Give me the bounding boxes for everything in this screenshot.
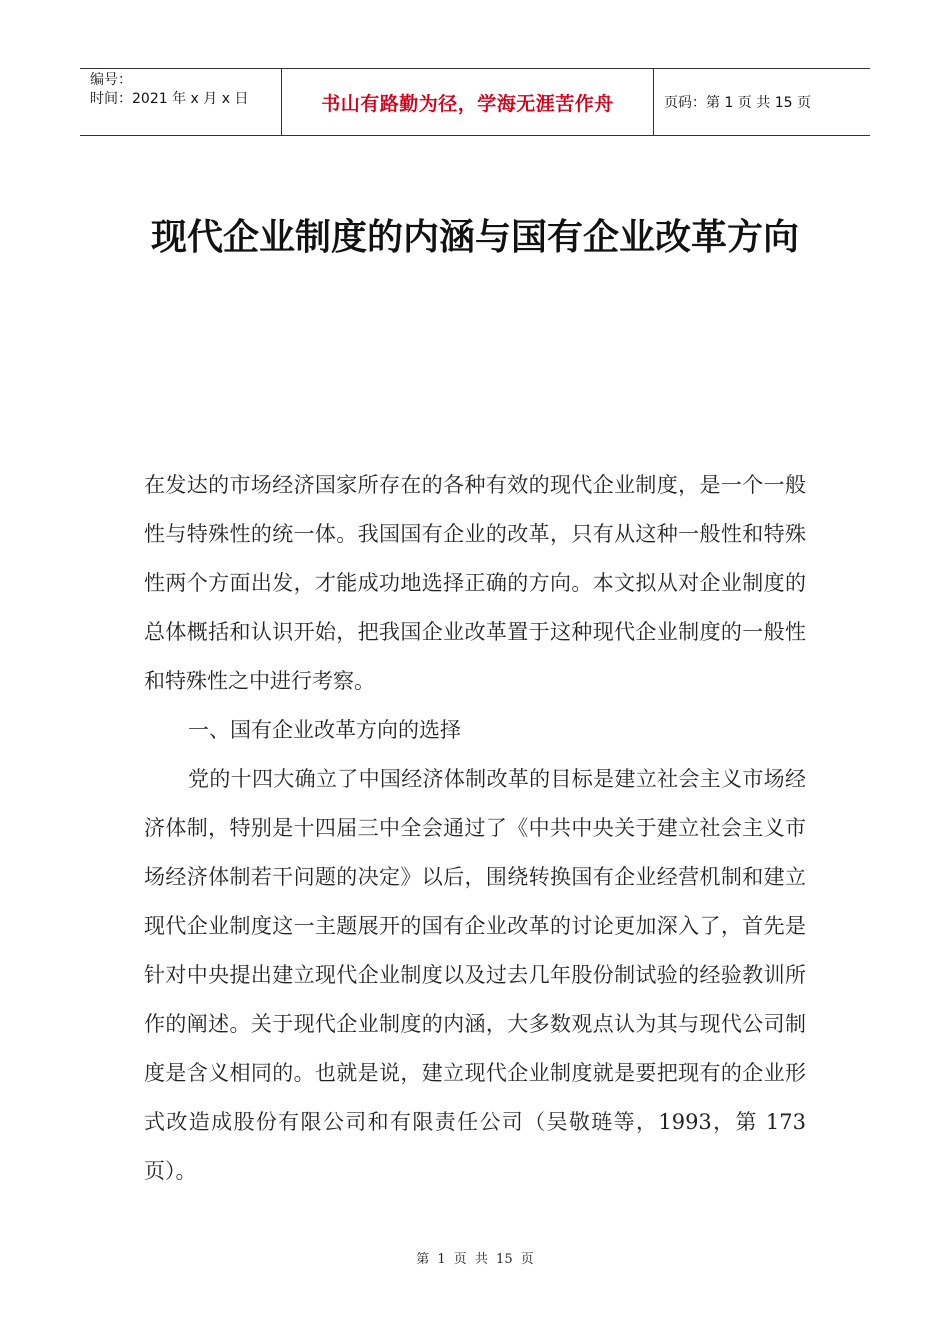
document-body bbox=[144, 461, 806, 1196]
paragraph-body: 党的十四大确立了中国经济体制改革的目标是建立社会主义市场经济体制，特别是十四届三中全会通过了《中共中央关于建立社会主义市场经济体制若干问题的决定》以后，围绕转换国有企业经营机制和建立现代企业制度这一主题展开的国有企业改革的讨论更加深入了，首先是针对中央提出建立现代企业制度以及过去几年股份制试验的经验教训所作的阐述。关于现代企业制度的内涵，大多数观点认为其与现代公司制度是含义相同的。也就是说，建立现代企业制度就是要把现有的企业形式改造成股份有限公司和有限责任公司（吴敬琏等，1993，第 173 页）。 bbox=[144, 767, 806, 1183]
header-motto: 书山有路勤为径，学海无涯苦作舟 bbox=[282, 69, 654, 135]
paragraph-intro: 在发达的市场经济国家所存在的各种有效的现代企业制度，是一个一般性与特殊性的统一体。我国国有企业的改革，只有从这种一般性和特殊性两个方面出发，才能成功地选择正确的方向。本文拟从对企业制度的总体概括和认识开始，把我国企业改革置于这种现代企业制度的一般性和特殊性之中进行考察。 bbox=[144, 473, 806, 693]
document-title: 现代企业制度的内涵与国有企业改革方向 bbox=[150, 217, 799, 258]
header-page-info: 页码：第 1 页 共 15 页 bbox=[664, 95, 811, 111]
serial-number-label: 编号： bbox=[90, 72, 132, 88]
document-header bbox=[80, 68, 870, 136]
header-meta-cell bbox=[80, 69, 282, 135]
section-heading: 一、国有企业改革方向的选择 bbox=[188, 718, 461, 742]
page-footer: 第 1 页 共 15 页 bbox=[416, 1252, 534, 1267]
date-label: 时间：2021 年 x 月 x 日 bbox=[90, 91, 249, 107]
